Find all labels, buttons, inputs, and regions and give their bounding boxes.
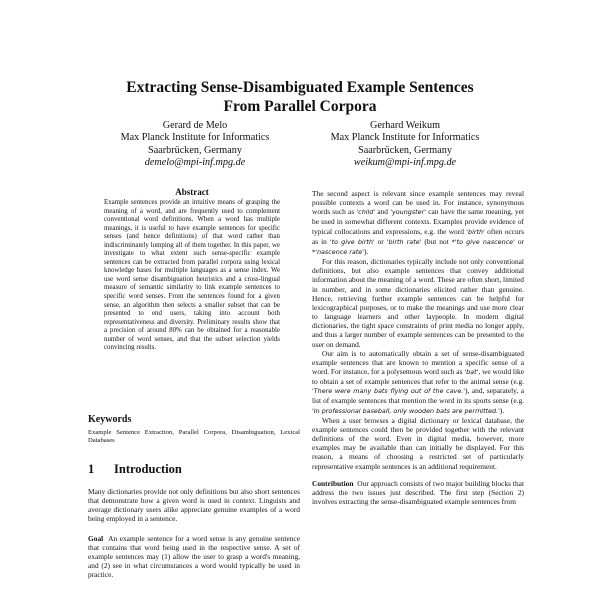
- text-run: (but not: [421, 236, 452, 246]
- abstract-section: [104, 186, 280, 353]
- contribution-text: Our approach consists of two major building blocks that address the two issues just described. The first step (Section 2) involves extracting the sense-disambiguated example sentences from: [312, 478, 524, 506]
- text-run: can have the same meaning, yet be used in somewhat different contexts. Examples provide evidence of typical collocations and expressions, e.g. the word: [312, 207, 525, 236]
- right-paragraph-4: When a user browses a digital dictionary or lexical database, the example sentences could then be provided together with the relevant definitions of the word. Even in digital media, however, more examples may be available than can initially be displayed. For this reason, a means of choosing a restricted set of particularly representative example sentences is an additional requirement.: [312, 415, 524, 471]
- section-number: 1: [88, 462, 95, 476]
- paper-title: [40, 78, 560, 116]
- example-term: *'to give nascence': [451, 237, 515, 246]
- text-run: , we would like to obtain a set of example sentences that refer to the animal sense (e.g.: [312, 366, 524, 387]
- goal-paragraph: [88, 534, 300, 580]
- contribution-label: Contribution: [312, 478, 354, 488]
- text-run: and: [375, 207, 391, 217]
- text-run: often occurs as in: [312, 226, 524, 246]
- example-sentence: 'There were many bats flying out of the cave.': [312, 387, 466, 396]
- text-run: ).: [363, 246, 369, 256]
- title-line-1: Extracting Sense-Disambiguated Example Sentences: [126, 79, 474, 96]
- goal-text: An example sentence for a word sense is any genuine sentence that contains that word being used in the respective sense. A set of example sentences may (1) allow the user to grasp a word's meaning, and (2) see in what circumstances a word would typically be used in practice.: [88, 533, 300, 580]
- author-block-1: [80, 120, 310, 170]
- author-location: Saarbrücken, Germany: [358, 144, 452, 156]
- text-run: or: [514, 236, 524, 246]
- text-run: ).: [499, 405, 505, 415]
- example-term: 'child': [356, 208, 376, 217]
- intro-paragraph-1: Many dictionaries provide not only definitions but also short sentences that demonstrate how a given word is used in context. Linguists and average dictionary users alike appreciate genuine examples of a word being employed in a sentence.: [88, 487, 300, 524]
- example-term: 'to give birth': [329, 237, 375, 246]
- author-email[interactable]: demelo@mpi-inf.mpg.de: [144, 157, 246, 169]
- section-heading-introduction: [88, 462, 300, 477]
- author-affiliation: Max Planck Institute for Informatics: [120, 132, 270, 144]
- example-sentence: 'In professional baseball, only wooden bats are permitted.': [312, 406, 500, 415]
- text-run: The second aspect is relevant since example sentences may reveal possible contexts a word can be used in. For instance, synonymous words such as: [312, 189, 524, 217]
- text-run: ), and, separately, a list of example sentences that mention the word in its sports sense (e.g.: [312, 386, 524, 406]
- title-line-2: From Parallel Corpora: [223, 98, 377, 115]
- author-name: Gerard de Melo: [162, 120, 228, 131]
- keywords-heading: Keywords: [88, 414, 132, 425]
- right-column: [312, 189, 524, 506]
- example-term: *'nascence rate': [312, 247, 364, 256]
- right-paragraph-1: [312, 189, 524, 257]
- introduction-body: [88, 487, 300, 579]
- example-term: 'birth rate': [386, 237, 422, 246]
- text-run: Our aim is to automatically obtain a set of sense-disambiguated example sentences that are known to mention a specific sense of a word. For instance, for a polysemous word such as: [312, 348, 524, 376]
- keywords-text: Example Sentence Extraction, Parallel Corpora, Disambiguation, Lexical Databases: [88, 429, 300, 445]
- text-run: or: [374, 236, 387, 246]
- contribution-paragraph: [312, 479, 524, 506]
- author-affiliation: Max Planck Institute for Informatics: [330, 132, 480, 144]
- right-paragraph-2: For this reason, dictionaries typically include not only conventional definitions, but also example sentences that convey additional information about the meaning of a word. These are often short, limited in number, and in some dictionaries elicited rather than genuine. Hence, retrieving further example sentences can be helpful for lexicographical purposes, or to make the meanings and use more clear to language learners and other laypeople. In modern digital dictionaries, the tight space constraints of print media no longer apply, and thus a larger number of example sentences can be presented to the user on demand.: [312, 257, 524, 349]
- right-paragraph-3: [312, 349, 524, 416]
- section-title: Introduction: [114, 462, 182, 476]
- abstract-heading: Abstract: [175, 187, 209, 197]
- abstract-text: Example sentences provide an intuitive means of grasping the meaning of a word, and are frequently used to complement conventional word definitions. When a word has multiple meanings, it is useful to have example sentences for specific senses (and hence definitions) of that word rather than indiscriminately lumping all of them together. In this paper, we investigate to what extent such sense-specific example sentences can be extracted from parallel corpora using lexical knowledge bases for multiple languages as a sense index. We use word sense disambiguation heuristics and a cross-lingual measure of semantic similarity to link example sentences to specific word senses. From the sentences found for a given sense, an algorithm then selects a smaller subset that can be presented to end users, taking into account both representativeness and diversity. Preliminary results show that a precision of around 80% can be obtained for a reasonable number of word senses, and that the subset selection yields convincing results.: [104, 199, 280, 352]
- keywords-section: [88, 414, 300, 446]
- goal-label: Goal: [88, 533, 104, 543]
- author-name: Gerhard Weikum: [370, 120, 440, 131]
- author-block-2: [290, 120, 520, 170]
- example-term: 'bat': [464, 367, 479, 376]
- author-email[interactable]: weikum@mpi-inf.mpg.de: [353, 157, 457, 169]
- example-term: 'youngster': [390, 208, 426, 217]
- example-term: 'birth': [466, 227, 485, 236]
- author-location: Saarbrücken, Germany: [148, 144, 242, 156]
